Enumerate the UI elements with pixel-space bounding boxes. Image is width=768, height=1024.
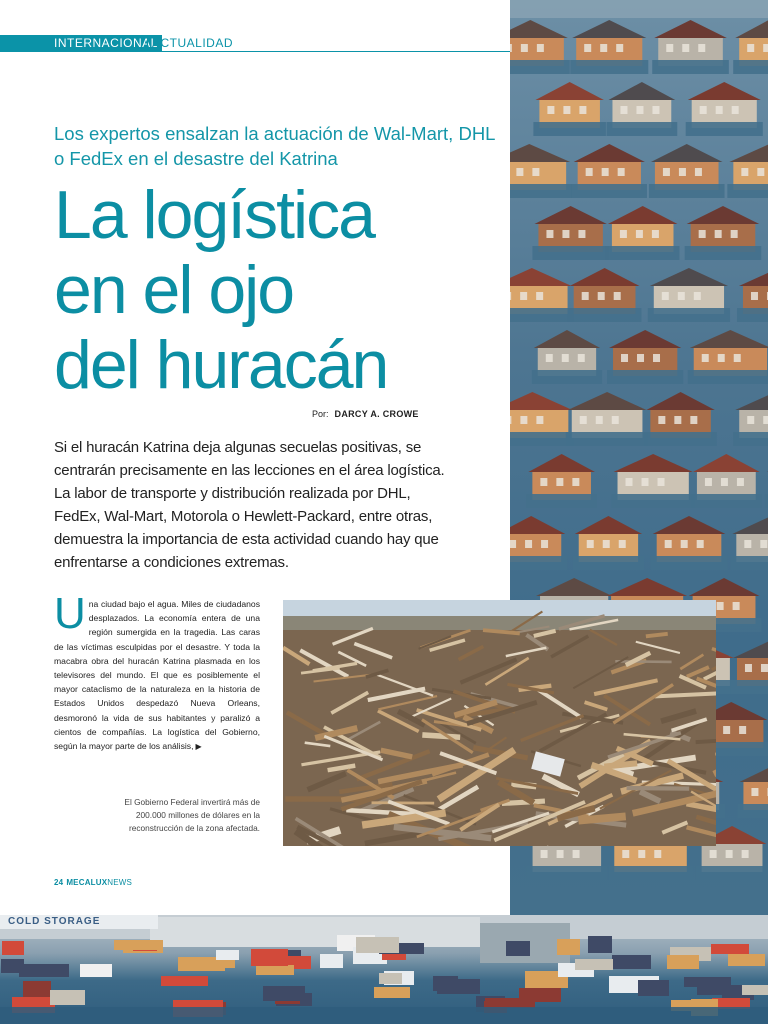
- debris-photo-illustration: [283, 600, 716, 846]
- article-kicker: Los expertos ensalzan la actuación de Wal-Mart, DHL o FedEx en el desastre del Katrina: [54, 123, 495, 169]
- article-headline: [54, 178, 509, 403]
- body-column: [54, 589, 260, 754]
- section-secondary-label: ACTUALIDAD: [147, 35, 233, 52]
- photo-caption: El Gobierno Federal invertirá más de 200.000 millones de dólares en la reconstrucción de la zona afectada.: [124, 797, 260, 833]
- section-primary-label: INTERNACIONAL: [54, 35, 162, 52]
- bottom-photo: [0, 915, 768, 1024]
- bottom-photo-illustration: [0, 915, 768, 1024]
- section-color-block: [0, 35, 54, 52]
- byline-author: DARCY A. CROWE: [334, 409, 419, 419]
- section-header: [0, 32, 510, 54]
- body-text: na ciudad bajo el agua. Miles de ciudadanos desplazados. La economía entera de una región sumergida en la tragedia. Las caras de las víctimas esculpidas por el desastre. Y toda la macabra obra del huracán Katrina plasmada en los televisores del mundo. El que es posiblemente el mayor cataclismo de la naturaleza en la historia de Estados Unidos despedazó Nueva Orleans, desmoronó la vida de sus habitantes y paralizó a cientos de compañías. La logística del Gobierno, según la mayor parte de los análisis,: [54, 599, 260, 752]
- page-number: 24: [54, 878, 64, 887]
- magazine-name: MECALUX: [66, 878, 108, 887]
- lead-paragraph: Si el huracán Katrina deja algunas secuelas positivas, se centrarán precisamente en las lecciones en el área logística. La labor de transporte y distribución realizada por DHL, FedEx, Wal-Mart, Motorola o Hewlett-Packard, entre otras, demuestra la importancia de esta actividad cuando hay que enfrentarse a condiciones extremas.: [54, 439, 445, 571]
- byline: [312, 409, 419, 419]
- magazine-suffix: NEWS: [107, 878, 133, 887]
- debris-photo: [283, 600, 716, 846]
- cold-storage-sign: COLD STORAGE: [0, 915, 158, 929]
- headline-line-1: La logística: [54, 177, 374, 253]
- headline-line-3: del huracán: [54, 327, 388, 403]
- page-footer: [54, 878, 132, 887]
- byline-prefix: Por:: [312, 409, 329, 419]
- drop-cap: U: [54, 589, 86, 638]
- continue-arrow-icon: ▶: [195, 742, 202, 752]
- headline-line-2: en el ojo: [54, 252, 294, 328]
